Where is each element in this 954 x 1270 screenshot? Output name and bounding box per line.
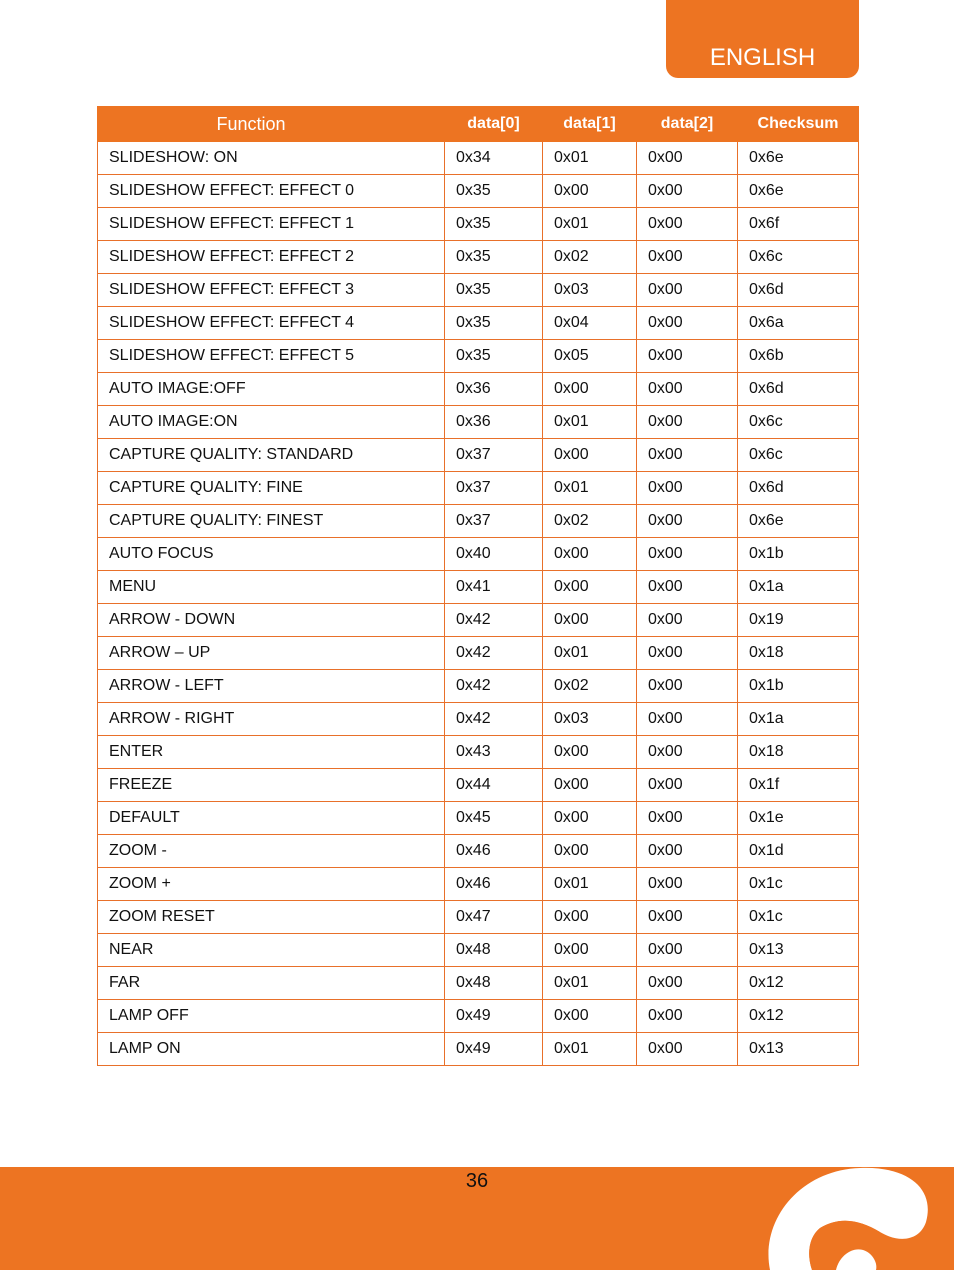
cell-data2: 0x00 [637, 307, 738, 340]
cell-data2: 0x00 [637, 1000, 738, 1033]
cell-checksum: 0x1e [738, 802, 859, 835]
cell-data2: 0x00 [637, 1033, 738, 1066]
table-row [98, 769, 859, 802]
table-row [98, 835, 859, 868]
cell-checksum: 0x6d [738, 274, 859, 307]
cell-checksum: 0x12 [738, 1000, 859, 1033]
cell-data0: 0x35 [445, 208, 543, 241]
cell-data2: 0x00 [637, 439, 738, 472]
cell-data1: 0x00 [543, 769, 637, 802]
cell-data2: 0x00 [637, 703, 738, 736]
cell-data0: 0x36 [445, 406, 543, 439]
cell-checksum: 0x6c [738, 406, 859, 439]
cell-function: CAPTURE QUALITY: STANDARD [98, 439, 445, 472]
cell-data2: 0x00 [637, 175, 738, 208]
command-table [97, 106, 859, 1066]
cell-data1: 0x01 [543, 637, 637, 670]
cell-function: SLIDESHOW EFFECT: EFFECT 1 [98, 208, 445, 241]
cell-function: ENTER [98, 736, 445, 769]
cell-data2: 0x00 [637, 736, 738, 769]
cell-checksum: 0x18 [738, 736, 859, 769]
cell-data2: 0x00 [637, 637, 738, 670]
table-row [98, 274, 859, 307]
cell-data1: 0x00 [543, 802, 637, 835]
cell-function: SLIDESHOW EFFECT: EFFECT 4 [98, 307, 445, 340]
cell-checksum: 0x13 [738, 934, 859, 967]
cell-data1: 0x04 [543, 307, 637, 340]
cell-data1: 0x02 [543, 670, 637, 703]
cell-function: NEAR [98, 934, 445, 967]
table-row [98, 868, 859, 901]
cell-checksum: 0x1a [738, 703, 859, 736]
cell-function: ARROW - LEFT [98, 670, 445, 703]
cell-data0: 0x42 [445, 670, 543, 703]
cell-checksum: 0x6a [738, 307, 859, 340]
table-row [98, 439, 859, 472]
cell-data0: 0x35 [445, 175, 543, 208]
table-row [98, 571, 859, 604]
cell-data2: 0x00 [637, 505, 738, 538]
cell-data1: 0x01 [543, 868, 637, 901]
cell-data2: 0x00 [637, 802, 738, 835]
cell-data1: 0x02 [543, 505, 637, 538]
column-header-data2: data[2] [637, 107, 738, 142]
cell-checksum: 0x6d [738, 373, 859, 406]
cell-data0: 0x42 [445, 703, 543, 736]
cell-data0: 0x47 [445, 901, 543, 934]
cell-checksum: 0x6f [738, 208, 859, 241]
cell-data2: 0x00 [637, 967, 738, 1000]
cell-data0: 0x42 [445, 637, 543, 670]
cell-data0: 0x42 [445, 604, 543, 637]
cell-function: MENU [98, 571, 445, 604]
cell-data0: 0x37 [445, 439, 543, 472]
cell-checksum: 0x6e [738, 142, 859, 175]
cell-data2: 0x00 [637, 604, 738, 637]
cell-data0: 0x34 [445, 142, 543, 175]
cell-data2: 0x00 [637, 934, 738, 967]
cell-data0: 0x36 [445, 373, 543, 406]
table-row [98, 307, 859, 340]
cell-data2: 0x00 [637, 241, 738, 274]
cell-checksum: 0x1a [738, 571, 859, 604]
cell-data0: 0x48 [445, 934, 543, 967]
table-row [98, 1000, 859, 1033]
cell-data0: 0x40 [445, 538, 543, 571]
cell-checksum: 0x19 [738, 604, 859, 637]
table-row [98, 934, 859, 967]
cell-function: AUTO IMAGE:OFF [98, 373, 445, 406]
cell-checksum: 0x18 [738, 637, 859, 670]
cell-data1: 0x01 [543, 967, 637, 1000]
cell-data2: 0x00 [637, 208, 738, 241]
cell-data1: 0x03 [543, 703, 637, 736]
cell-function: SLIDESHOW EFFECT: EFFECT 2 [98, 241, 445, 274]
cell-checksum: 0x6e [738, 505, 859, 538]
cell-data2: 0x00 [637, 472, 738, 505]
cell-data0: 0x45 [445, 802, 543, 835]
cell-function: SLIDESHOW EFFECT: EFFECT 3 [98, 274, 445, 307]
cell-data2: 0x00 [637, 274, 738, 307]
cell-data1: 0x00 [543, 175, 637, 208]
cell-data1: 0x00 [543, 901, 637, 934]
cell-data1: 0x00 [543, 604, 637, 637]
cell-checksum: 0x1c [738, 901, 859, 934]
cell-function: FREEZE [98, 769, 445, 802]
cell-data2: 0x00 [637, 835, 738, 868]
cell-checksum: 0x12 [738, 967, 859, 1000]
cell-data2: 0x00 [637, 142, 738, 175]
cell-function: LAMP OFF [98, 1000, 445, 1033]
cell-function: LAMP ON [98, 1033, 445, 1066]
cell-data2: 0x00 [637, 406, 738, 439]
table-row [98, 604, 859, 637]
cell-data1: 0x00 [543, 835, 637, 868]
cell-function: SLIDESHOW EFFECT: EFFECT 0 [98, 175, 445, 208]
cell-function: ZOOM RESET [98, 901, 445, 934]
aver-swirl-logo-icon [760, 1160, 954, 1270]
table-row [98, 1033, 859, 1066]
cell-data1: 0x05 [543, 340, 637, 373]
cell-data0: 0x46 [445, 835, 543, 868]
cell-checksum: 0x1d [738, 835, 859, 868]
table-row [98, 340, 859, 373]
cell-function: CAPTURE QUALITY: FINE [98, 472, 445, 505]
table-row [98, 670, 859, 703]
cell-data1: 0x00 [543, 934, 637, 967]
cell-function: SLIDESHOW: ON [98, 142, 445, 175]
cell-data1: 0x01 [543, 142, 637, 175]
cell-checksum: 0x1b [738, 538, 859, 571]
cell-data0: 0x46 [445, 868, 543, 901]
cell-data0: 0x41 [445, 571, 543, 604]
cell-data2: 0x00 [637, 571, 738, 604]
cell-data0: 0x35 [445, 241, 543, 274]
cell-checksum: 0x6c [738, 241, 859, 274]
cell-data2: 0x00 [637, 769, 738, 802]
table-row [98, 967, 859, 1000]
cell-data0: 0x44 [445, 769, 543, 802]
cell-data2: 0x00 [637, 670, 738, 703]
cell-checksum: 0x6b [738, 340, 859, 373]
cell-data1: 0x01 [543, 1033, 637, 1066]
cell-function: SLIDESHOW EFFECT: EFFECT 5 [98, 340, 445, 373]
cell-function: ARROW – UP [98, 637, 445, 670]
cell-data1: 0x00 [543, 571, 637, 604]
cell-data0: 0x48 [445, 967, 543, 1000]
table-row [98, 142, 859, 175]
cell-function: ARROW - DOWN [98, 604, 445, 637]
table-row [98, 505, 859, 538]
cell-function: DEFAULT [98, 802, 445, 835]
cell-function: ZOOM + [98, 868, 445, 901]
table-row [98, 901, 859, 934]
table-row [98, 472, 859, 505]
column-header-function: Function [98, 107, 445, 142]
column-header-checksum: Checksum [738, 107, 859, 142]
cell-data1: 0x00 [543, 373, 637, 406]
table-row [98, 736, 859, 769]
table-row [98, 241, 859, 274]
cell-data2: 0x00 [637, 901, 738, 934]
table-row [98, 406, 859, 439]
cell-checksum: 0x13 [738, 1033, 859, 1066]
table-row [98, 175, 859, 208]
cell-data1: 0x00 [543, 1000, 637, 1033]
cell-data2: 0x00 [637, 373, 738, 406]
cell-data0: 0x35 [445, 307, 543, 340]
cell-checksum: 0x1b [738, 670, 859, 703]
cell-checksum: 0x6c [738, 439, 859, 472]
cell-checksum: 0x1f [738, 769, 859, 802]
cell-data2: 0x00 [637, 340, 738, 373]
cell-checksum: 0x1c [738, 868, 859, 901]
cell-function: AUTO FOCUS [98, 538, 445, 571]
cell-data0: 0x35 [445, 274, 543, 307]
cell-data1: 0x01 [543, 472, 637, 505]
cell-data0: 0x49 [445, 1000, 543, 1033]
cell-function: ZOOM - [98, 835, 445, 868]
cell-data1: 0x01 [543, 208, 637, 241]
cell-checksum: 0x6e [738, 175, 859, 208]
table-row [98, 703, 859, 736]
cell-checksum: 0x6d [738, 472, 859, 505]
table-row [98, 373, 859, 406]
cell-data2: 0x00 [637, 538, 738, 571]
column-header-data0: data[0] [445, 107, 543, 142]
cell-data0: 0x37 [445, 472, 543, 505]
cell-data1: 0x00 [543, 736, 637, 769]
cell-data2: 0x00 [637, 868, 738, 901]
cell-data1: 0x01 [543, 406, 637, 439]
table-row [98, 208, 859, 241]
cell-data0: 0x43 [445, 736, 543, 769]
cell-data1: 0x00 [543, 538, 637, 571]
language-tab: ENGLISH [666, 0, 859, 78]
table-row [98, 637, 859, 670]
cell-function: ARROW - RIGHT [98, 703, 445, 736]
cell-data1: 0x02 [543, 241, 637, 274]
cell-function: CAPTURE QUALITY: FINEST [98, 505, 445, 538]
column-header-data1: data[1] [543, 107, 637, 142]
table-header-row [98, 107, 859, 142]
table-row [98, 538, 859, 571]
cell-data0: 0x49 [445, 1033, 543, 1066]
cell-data0: 0x35 [445, 340, 543, 373]
cell-data1: 0x03 [543, 274, 637, 307]
cell-function: AUTO IMAGE:ON [98, 406, 445, 439]
cell-data1: 0x00 [543, 439, 637, 472]
table-row [98, 802, 859, 835]
cell-function: FAR [98, 967, 445, 1000]
cell-data0: 0x37 [445, 505, 543, 538]
page-number: 36 [465, 1170, 489, 1192]
